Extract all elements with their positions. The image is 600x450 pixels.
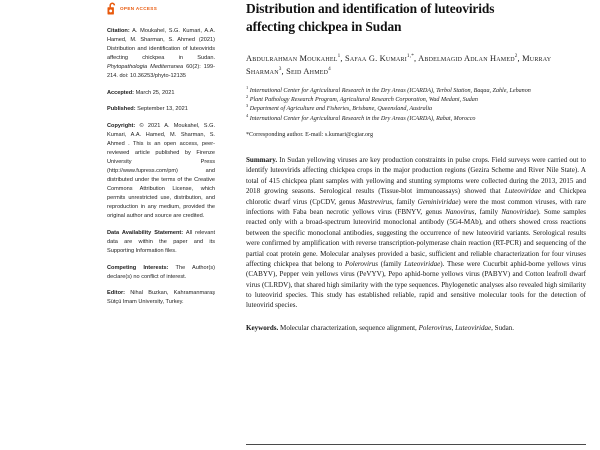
open-access-badge xyxy=(107,2,215,15)
published-block xyxy=(107,105,215,114)
summary-abstract xyxy=(246,155,586,311)
author-list: Abdulrahman Moukahel$^1$, Safaa G. Kumari$^{1,*}$, Abdelmagid Adlan Hamed$^2$, Murray Sharman$^3$, Seid Ahmed$^4$ xyxy=(246,52,552,76)
author-affiliation-marker: 2 xyxy=(514,52,518,59)
accepted-date: March 25, 2021 xyxy=(134,89,175,96)
published-label: Published: xyxy=(107,106,136,113)
data-availability-text: All relevant data are within the paper and its Supporting Information files. xyxy=(107,229,215,254)
published-date: September 13, 2021 xyxy=(135,106,188,113)
author-name: Abdelmagid Adlan Hamed xyxy=(418,53,515,63)
citation-text: A. Moukahel, S.G. Kumari, A.A. Hamed, M. Sharman, S. Ahmed (2021) Distribution and identification of luteovirids affecting chickpea in Sudan. xyxy=(107,28,215,62)
metadata-sidebar xyxy=(107,0,215,315)
copyright-block xyxy=(107,122,215,222)
affiliation-text: Plant Pathology Research Program, Agricultural Research Corporation, Wad Medani, Sudan xyxy=(248,97,478,104)
author-affiliation-marker: 3 xyxy=(278,65,282,72)
corresponding-author: *Corresponding author. E-mail: s.kumari@cgiar.org xyxy=(246,131,374,138)
copyright-text: © 2021 A. Moukahel, S.G. Kumari, A.A. Hamed, M. Sharman, S. Ahmed . This is an open access, peer-reviewed article published by Firenze University Press (http://www.fupress.com/pm) and distributed under the terms of the Creative Commons Attribution License, which permits unrestricted use, distribution, and reproduction in any medium, provided the original author and source are credited. xyxy=(107,122,215,220)
affiliation-item xyxy=(246,84,586,96)
citation-locator: 60(2): 199-214. doi: 10.36253/phyto-12135 xyxy=(107,64,215,80)
article-main-column xyxy=(246,0,586,333)
open-lock-icon xyxy=(107,2,118,15)
affiliation-marker: 2 xyxy=(246,94,249,100)
editor-text: Nihal Buzkan, Kahramanmaraş Sütçü Imam University, Turkey. xyxy=(107,290,215,306)
keywords-label: Keywords. xyxy=(246,323,279,332)
title-line-1: Distribution and identification of luteovirids xyxy=(246,1,495,16)
affiliation-text: Department of Agriculture and Fisheries, Brisbane, Queensland, Australia xyxy=(248,106,433,113)
editor-block xyxy=(107,289,215,307)
affiliation-marker: 3 xyxy=(246,103,249,109)
summary-label: Summary. xyxy=(246,156,278,165)
citation-label: Citation: xyxy=(107,28,130,34)
citation-journal: Phytopathologia Mediterranea xyxy=(107,64,184,71)
title-line-2: affecting chickpea in Sudan xyxy=(246,18,402,34)
competing-interests-label: Competing Interests: xyxy=(107,264,169,271)
affiliation-item xyxy=(246,105,586,114)
affiliation-marker: 1 xyxy=(246,84,249,90)
accepted-label: Accepted: xyxy=(107,89,135,96)
author-affiliation-marker: 1,* xyxy=(406,52,415,59)
author-name: Seid Ahmed xyxy=(286,66,329,76)
affiliation-text: International Center for Agricultural Research in the Dry Areas (ICARDA), Terbol Station, Baqaa, Zahle, Lebanon xyxy=(248,87,531,94)
summary-body: In Sudan yellowing viruses are key production constraints in pulse crops. Field surveys were carried out to identify luteovirids affecting chickpea crops in the major production regions (Gezira Scheme and River Nile State). A total of 415 chickpea plant samples with yellowing and stunting symptoms were collected during the 2013, 2015 and 2018 growing seasons. Serological results (Tissue-blot immunoassays) showed that Luteoviridae and Chickpea chlorotic dwarf virus (CpCDV, genus Mastrevirus, family Geminiviridae) were the most common viruses, with rare infections with Faba bean necrotic yellows virus (FBNYV, genus Nanovirus, family Nanoviridae). Some samples reacted only with a broad-spectrum luteovirid monoclonal antibody (5G4-MAb), and others showed cross reactions between the specific monoclonal antibodies, suggesting the occurrence of new luteovirid variants. Serological results were confirmed by amplification with reverse transcription-polymerase chain reaction (RT-PCR) and sequencing of the partial coat protein gene. Molecular analyses provided a basic, sufficient and reliable characterization for four viruses affecting chickpea that belong to Polerovirus (family Luteoviridae). These were Cucurbit aphid-borne yellows virus (CABYV), Pepper vein yellows virus (PeVYV), Pepo aphid-borne yellows virus (PABYV) and Cotton leafroll dwarf virus (CLRDV), that shared high similarity with the type sequences. Phylogenetic analyses also revealed high similarity to luteovirid species. This study has established reliable, rapid and sensitive molecular tools for the detection of luteovirid species. xyxy=(246,156,587,310)
affiliation-marker: 4 xyxy=(246,112,249,118)
data-availability-label: Data Availability Statement: xyxy=(107,229,184,236)
citation-block xyxy=(107,27,215,81)
author-affiliation-marker: 1 xyxy=(337,52,341,59)
affiliation-item xyxy=(246,96,586,105)
competing-interests-block xyxy=(107,264,215,282)
author-name: Murray Sharman xyxy=(246,53,552,76)
accepted-block xyxy=(107,89,215,98)
copyright-label: Copyright: xyxy=(107,122,136,129)
affiliation-list xyxy=(246,84,586,124)
editor-label: Editor: xyxy=(107,290,126,297)
affiliation-text: International Center for Agricultural Research in the Dry Areas (ICARDA), Rabat, Morocco xyxy=(248,115,476,122)
data-availability-block xyxy=(107,229,215,256)
keywords-section xyxy=(246,323,586,333)
keywords-body: Molecular characterization, sequence alignment, Polerovirus, Luteoviridae, Sudan. xyxy=(278,323,515,332)
competing-interests-text: The Author(s) declare(s) no conflict of interest. xyxy=(107,264,215,280)
author-name: Abdulrahman Moukahel xyxy=(246,53,338,63)
affiliation-item xyxy=(246,112,586,124)
open-access-label: OPEN ACCESS xyxy=(120,5,158,11)
footer-divider xyxy=(246,444,586,445)
page-title xyxy=(246,0,586,36)
author-affiliation-marker: 4 xyxy=(328,65,331,72)
author-name: Safaa G. Kumari xyxy=(344,53,407,63)
